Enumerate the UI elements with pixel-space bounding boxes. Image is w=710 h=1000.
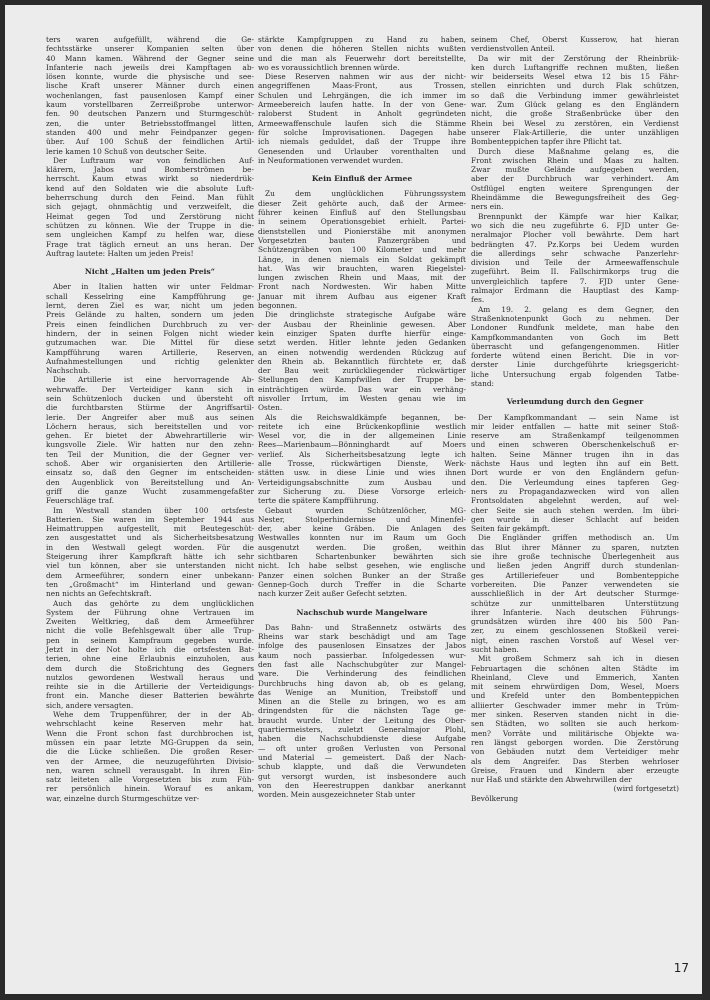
text-line: schützen zu können. Wie der Truppe in die- <box>46 220 254 230</box>
text-line: Februartagen die schönen alten Städte im <box>471 663 679 673</box>
text-line: — oft unter großen Verlusten von Personal <box>258 743 466 753</box>
paragraph <box>258 623 466 800</box>
text-line: schub klappte, und daß die Verwundeten <box>258 762 466 772</box>
text-line: nisvoller Irrtum, im Westen genau wie im <box>258 393 466 403</box>
text-line: Frage trat täglich erneut an uns heran. Der <box>46 239 254 249</box>
text-line: die die Lücke schließen. Die großen Reser- <box>46 747 254 757</box>
text-line: kend auf den Soldaten wie die absolute Luft- <box>46 183 254 193</box>
text-line: nutzlos gewordenen Westwall heraus und <box>46 672 254 682</box>
section-heading: Nicht „Halten um jeden Preis“ <box>84 267 216 277</box>
text-line: Armeebereich laufen hatte. In der von Gene- <box>258 100 466 110</box>
text-line: gut versorgt wurden, ist insbesondere auch <box>258 771 466 781</box>
text-line: liche Untersuchung ergab folgenden Tatbe- <box>471 369 679 379</box>
text-line: ten Teil der Munition, die der Gegner ver- <box>46 449 254 459</box>
text-line: Zwar mußte Gelände aufgegeben werden, <box>471 165 679 175</box>
text-line: von Gebäuden nutzt dem Verteidiger mehr <box>471 747 679 757</box>
text-line: Straßenknotenpunkt Goch zu nehmen. Der <box>471 313 679 323</box>
text-line: und ließen jeden Angriff durch stundenlan- <box>471 561 679 571</box>
text-line: Vorgesetzten bauten Panzergräben und <box>258 235 466 245</box>
text-line: mir leider entfallen — hatte mit seiner Stoß- <box>471 421 679 431</box>
text-line: den Augenblick von Bereitstellung und An- <box>46 477 254 487</box>
paragraph <box>471 147 679 212</box>
text-line: herrscht. Kaum etwas wirkt so niederdrük- <box>46 174 254 184</box>
text-line: einträchtigen würde. Das war ein verhäng- <box>258 384 466 394</box>
text-line: war. Zum Glück gelang es den Engländern <box>471 100 679 110</box>
text-line: Die Engländer griffen methodisch an. Um <box>478 533 679 543</box>
text-line: hat. Was wir brauchten, waren Riegelstel- <box>258 263 466 273</box>
text-line: von denen die höheren Stellen nichts wußten <box>258 44 466 54</box>
text-line: Die Artillerie ist eine hervorragende Ab- <box>53 375 254 385</box>
text-line: mer sinken. Reserven standen nicht in die- <box>471 710 679 720</box>
paragraph <box>46 375 254 505</box>
text-line: mit seinem ehrwürdigen Dom, Wesel, Moers <box>471 682 679 692</box>
text-line: sich gejagt, ohnmächtig und verzweifelt, die <box>46 202 254 212</box>
paragraph <box>258 310 466 412</box>
text-line: sichtbaren Schartenbunker bewährten sich <box>258 552 466 562</box>
text-line: lungen zwischen Rhein und Maas, mit der <box>258 273 466 283</box>
text-line: beherrschung durch den Feind. Man fühlt <box>46 193 254 203</box>
text-line: Schützengräben von 100 Kilometer und mehr <box>258 245 466 255</box>
text-line: grundsätzen würden ihre 400 bis 500 Pan- <box>471 617 679 627</box>
text-line: wochenlangen, fast pausenlosen Kampf einer <box>46 90 254 100</box>
continuation-note: (wird fortgesetzt) <box>613 784 679 794</box>
text-line: Diese Reserven nahmen wir aus der nicht- <box>265 72 466 82</box>
text-line: Westwalles konnten nur im Raum um Goch <box>258 533 466 543</box>
text-line: nicht, die große Straßenbrücke über den <box>471 109 679 119</box>
text-line: zur Sicherung zu. Diese Vorsorge erleich- <box>258 486 466 496</box>
paragraph <box>258 413 466 506</box>
text-line: an einen notwendig werdenden Rückzug auf <box>258 347 466 357</box>
text-line: und einen schweren Oberschenkelschuß er- <box>471 440 679 450</box>
text-line: Wesel vor, die in der allgemeinen Linie <box>258 431 466 441</box>
text-line: begonnen. <box>258 301 298 311</box>
text-line: Nester, Stolperhindernisse und Minenfel- <box>258 514 466 524</box>
text-line: forderte wütend einen Bericht. Die in vor- <box>471 351 679 361</box>
text-line: Ostflügel engten weitere Sprengungen der <box>471 183 679 193</box>
paragraph <box>258 35 466 72</box>
text-line: Rees—Marienbaum—Bönninghardt auf Moers <box>258 440 466 450</box>
text-line: und die man als Feuerwehr dort bereitstellte, <box>258 53 466 63</box>
text-line: sem ungleichen Kampf zu helfen war, diese <box>46 230 254 240</box>
text-line: dienststellen und Pionierstäbe mit anonymen <box>258 226 466 236</box>
paragraph <box>258 506 466 599</box>
text-line: quartiermeisters, zuletzt Generalmajor Plohl, <box>258 725 466 735</box>
text-line: ihrer Infanterie. Nach deutschen Führungs- <box>471 607 679 617</box>
paragraph <box>46 282 254 375</box>
text-line: einsatz so, daß den Gegner im entscheiden- <box>46 468 254 478</box>
text-line: von den Heerestruppen dankbar anerkannt <box>258 780 466 790</box>
paragraph <box>258 189 466 310</box>
text-line: Londoner Rundfunk meldete, man habe den <box>471 323 679 333</box>
text-line: halten. Seine Männer trugen ihn in das <box>471 449 679 459</box>
paragraph <box>471 54 679 147</box>
text-line: griff die ganze Wucht zusammengefaßter <box>46 486 254 496</box>
text-line: cher Seite sie auch stehen werden. Im übri- <box>471 505 679 515</box>
text-line: dem durch die Stoßrichtung des Gegners <box>46 663 254 673</box>
text-line: Rheindämme die Bewegungsfreiheit des Geg- <box>471 193 679 203</box>
text-line: pen in seinem Kampfraum gegeben wurde. <box>46 635 254 645</box>
text-line: gehen. Er bietet der Abwehrartillerie wir- <box>46 431 254 441</box>
text-line: dieser Zeit gehörte auch, daß der Armee- <box>258 198 466 208</box>
text-line: ters waren aufgefüllt, während die Ge- <box>46 35 254 44</box>
text-line: nicht die volle Befehlsgewalt über alle Trup- <box>46 626 254 636</box>
text-line: schall Kesselring eine Kampfführung ge- <box>46 291 254 301</box>
paragraph <box>471 305 679 389</box>
text-line: Kampfkommandanten von Goch im Bett <box>471 332 679 342</box>
text-line: 40 Mann kamen. Während der Gegner seine <box>46 53 254 63</box>
text-line: war, einzelne durch Sturmgeschütze ver- <box>46 793 200 803</box>
text-line: nen, waren schnell verausgabt. In ihren Ein- <box>46 765 254 775</box>
text-line: Frontsoldaten abgelehnt werden, auf wel- <box>471 496 679 506</box>
text-line: Preis einen feindlichen Durchbruch zu ver- <box>46 319 254 329</box>
text-line: die furchtbarsten Stürme der Angriffsartil- <box>46 403 254 413</box>
text-line: vorbereiten. Die Panzer verwendeten sie <box>471 579 679 589</box>
text-line: ven der Armee, die neuzugeführten Divisio- <box>46 756 254 766</box>
text-line: die allerdings sehr schwache Panzerlehr- <box>471 248 679 258</box>
text-line: Rheinland, Cleve und Emmerich, Xanten <box>471 672 679 682</box>
text-line: satz leiteten alle Vorgesetzten bis zum Füh- <box>46 775 254 785</box>
paragraph <box>471 35 679 54</box>
text-column-middle <box>258 35 466 799</box>
text-line: front ein. Manche dieser Batterien bewährte <box>46 691 254 701</box>
text-line: fen. 90 deutschen Panzern und Sturmgeschüt- <box>46 109 254 119</box>
text-line: über. Auf 100 Schuß der feindlichen Artil- <box>46 137 254 147</box>
text-line: Schulen und Lehrgängen, die ich immer im <box>258 90 466 100</box>
text-line: Im Westwall standen über 100 ortsfeste <box>53 505 254 515</box>
text-line: Wenn die Front schon fast durchbrochen ist, <box>46 728 254 738</box>
text-line: Gebaut wurden Schützenlöcher, MG- <box>265 505 466 515</box>
text-line: wehrschlacht keine Reserven mehr hat. <box>46 719 254 729</box>
text-line: gutzumachen war. Die Mittel für diese <box>46 338 254 348</box>
text-line: als dem Angreifer. Das Sterben wehrloser <box>471 756 679 766</box>
text-line: den Rhein ab. Bekanntlich fürchtete er, daß <box>258 356 466 366</box>
text-line: Front zwischen Rhein und Maas zu halten. <box>471 155 679 165</box>
text-line: Durchbruchs hing davon ab, ob es gelang, <box>258 678 466 688</box>
text-line: so daß die Verbindung immer gewährleistet <box>471 90 679 100</box>
text-line: das Wenige an Munition, Treibstoff und <box>258 687 466 697</box>
text-line: klärern, Jabos und Bomberströmen be- <box>46 165 254 175</box>
text-line: Durch diese Maßnahme gelang es, die <box>478 146 679 156</box>
paragraph <box>471 794 679 803</box>
text-line: lösen konnte, wurde die physische und see- <box>46 72 254 82</box>
text-line: Minen an die Stelle zu bringen, wo es am <box>258 697 466 707</box>
paragraph <box>46 599 254 711</box>
text-line: Heimat gegen Tod und Zerstörung nicht <box>46 211 254 221</box>
text-line: aber der Durchbruch war verhindert. Am <box>471 174 679 184</box>
text-line: nur Haß und stärkte den Abwehrwillen der <box>471 775 632 785</box>
text-line: wir beiderseits Wesel etwa 12 bis 15 Fähr- <box>471 72 679 82</box>
text-line: Heimattruppen aufgestellt, mit Beutegeschüt- <box>46 524 254 534</box>
text-line: verlief. Als Sicherheitsbesatzung legte ich <box>258 449 466 459</box>
text-line: setzt werden. Hitler lehnte jeden Gedanken <box>258 338 466 348</box>
text-line: worden. Mein ausgezeichneter Stab unter <box>258 790 416 800</box>
text-column-right <box>471 35 679 803</box>
text-line: Genesenden und Urlauber vorenthalten und <box>258 146 466 156</box>
text-line: der Bau weit zurückliegender rückwärtiger <box>258 366 466 376</box>
paragraph <box>46 35 254 156</box>
text-line: zen, die unter Betriebsstoffmangel litten, <box>46 118 254 128</box>
text-line: Batterien. Sie waren im September 1944 aus <box>46 514 254 524</box>
text-line: Preis Gelände zu halten, sondern um jeden <box>46 310 254 320</box>
text-line: Osten. <box>258 403 283 413</box>
text-line: kungsvolle Ziele. Wir hatten nur den zehn- <box>46 440 254 450</box>
text-line: Bevölkerung <box>471 793 519 803</box>
text-line: unserer Flak-Artillerie, die unter unzähligen <box>471 127 679 137</box>
paragraph <box>46 506 254 599</box>
text-line: Auch das gehörte zu dem unglücklichen <box>53 598 254 608</box>
text-line: Aber in Italien hatten wir unter Feldmar- <box>53 282 254 292</box>
text-line: fechtsstärke unserer Kompanien selten über <box>46 44 254 54</box>
text-line: terien, ohne eine Erlaubnis einzuholen, aus <box>46 654 254 664</box>
text-line: sein Schützenloch ducken und übersteht oft <box>46 393 254 403</box>
text-line: dringendsten für die nächsten Tage ge- <box>258 706 466 716</box>
text-line: ten „Großmacht“ im Hinterland und gewan- <box>46 579 254 589</box>
text-line: stätten usw. in diese Linie und wies ihnen <box>258 468 466 478</box>
text-line: verdienstvollen Anteil. <box>471 44 555 54</box>
text-line: Armeewaffenschule laufen sich die Stämme <box>258 118 466 128</box>
text-line: stärkte Kampfgruppen zu Hand zu haben, <box>258 35 466 44</box>
text-line: hindern, der in seinen Folgen nicht wieder <box>46 328 254 338</box>
text-line: Stellungen den Kampfwillen der Truppe be- <box>258 375 466 385</box>
text-line: nach kurzer Zeit außer Gefecht setzten. <box>258 589 408 599</box>
paragraph <box>258 72 466 165</box>
text-line: schütze zur unmittelbaren Unterstützung <box>471 598 679 608</box>
text-line: ners ein. <box>471 202 504 212</box>
text-line: terte die spätere Kampfführung. <box>258 496 379 506</box>
text-line: Zu dem unglücklichen Führungssystem <box>265 189 466 199</box>
text-line: neralmajor Plocher voll bewährte. Dem hart <box>471 230 679 240</box>
text-line: zer, zu einem geschlossenen Stoßkeil verei- <box>471 626 679 636</box>
text-line: Steigerung ihrer Kampfkraft hätte ich sehr <box>46 552 254 562</box>
text-line: ren längst geborgen worden. Die Zerstörung <box>471 737 679 747</box>
text-line: Zweiten Weltkrieg, daß dem Armeeführer <box>46 617 254 627</box>
text-line: Der Luftraum war von feindlichen Auf- <box>53 155 254 165</box>
text-line: Die dringlichste strategische Aufgabe wäre <box>265 310 466 320</box>
text-line: Seiten fair gekämpft. <box>471 524 550 534</box>
text-line: nicht. Ich habe selbst gesehen, wie englische <box>258 561 466 571</box>
text-line: alliierter Geschwader immer mehr in Trüm- <box>471 700 679 710</box>
text-line: Greise, Frauen und Kindern aber erzeugte <box>471 765 679 775</box>
magazine-page <box>5 5 702 994</box>
text-line: Wehe dem Truppenführer, der in der Ab- <box>53 710 254 720</box>
text-line: reserve am Straßenkampf teilgenommen <box>471 431 679 441</box>
text-line: wo es voraussichtlich brennen würde. <box>258 62 400 72</box>
text-line: zen ausgestattet und als Sicherheitsbesatzung <box>46 533 254 543</box>
text-line: schoß. Aber wir organisierten den Artillerie- <box>46 459 254 469</box>
text-line: Löchern heraus, sich bereitstellen und vor- <box>46 421 254 431</box>
text-line: bedrängten 47. Pz.Korps bei Uedem wurden <box>471 239 679 249</box>
text-line: in seinem Operationsgebiet erhielt. Partei- <box>258 217 466 227</box>
text-line: Als die Reichswaldkämpfe begannen, be- <box>265 412 466 422</box>
text-line: für solche Improvisationen. Dagegen habe <box>258 127 466 137</box>
text-line: seinem Chef, Oberst Kusserow, hat hieran <box>471 35 679 44</box>
text-line: lische Kraft unserer Männer durch einen <box>46 81 254 91</box>
paragraph <box>471 533 679 654</box>
text-line: Dort wurde er von den Engländern gefun- <box>471 468 679 478</box>
text-line: in den Westwall gelegt worden. Für die <box>46 542 254 552</box>
text-line: ware. Die Verhinderung des feindlichen <box>258 669 466 679</box>
text-line: lerie kamen 10 Schuß von deutscher Seite. <box>46 146 207 156</box>
text-line: rer persönlich hinein. Worauf es ankam, <box>46 784 254 794</box>
text-line: gen wurde in dieser Schlacht auf beiden <box>471 514 679 524</box>
text-line: Mit großem Schmerz sah ich in diesen <box>478 654 679 664</box>
text-line: Am 19. 2. gelang es dem Gegner, den <box>478 304 679 314</box>
text-line: reitete ich eine Brückenkopflinie westlich <box>258 421 466 431</box>
text-line: führer keinen Einfluß auf den Stellungsbau <box>258 208 466 218</box>
text-line: division und Teile der Armeewaffenschule <box>471 258 679 268</box>
text-line: dem Armeeführer, sondern einer unbekann- <box>46 570 254 580</box>
text-line: ausschließlich in der Art deutscher Sturmge- <box>471 589 679 599</box>
text-line: stellen einrichten und durch Flak schützen, <box>471 81 679 91</box>
text-line: standen 400 und mehr Feindpanzer gegen- <box>46 127 254 137</box>
text-line: nen nichts an Gefechtskraft. <box>46 589 152 599</box>
text-line: Rheins war stark beschädigt und am Tage <box>258 632 466 642</box>
text-line: braucht wurde. Unter der Leitung des Ober- <box>258 715 466 725</box>
section-heading: Nachschub wurde Mangelware <box>296 607 428 617</box>
text-line: Kampfführung waren Artillerie, Reserven, <box>46 347 254 357</box>
text-line: und Material — gemeistert. Daß der Nach- <box>258 752 466 762</box>
text-line: ken durch Luftangriffe rechnen mußten, ließen <box>471 62 679 72</box>
text-line: Aufnahmestellungen und richtig gelenkter <box>46 356 254 366</box>
text-line: infolge des pausenlosen Einsatzes der Jabos <box>258 641 466 651</box>
text-line: lerie. Der Angreifer aber muß aus seinen <box>46 412 254 422</box>
text-line: wo sich die neu zugeführte 6. FJD unter Ge- <box>471 220 679 230</box>
text-line: Brennpunkt der Kämpfe war hier Kalkar, <box>478 211 679 221</box>
text-line: lernt, deren Ziel es war, nicht um jeden <box>46 301 254 311</box>
text-line: den. Die Verleumdung eines tapferen Geg- <box>471 477 679 487</box>
text-line: Rhein bei Wesel zu zerstören, ein Verdienst <box>471 118 679 128</box>
text-line: überrascht und gefangengenommen. Hitler <box>471 341 679 351</box>
text-line: der, aber keine Gräben. Die Anlagen des <box>258 524 466 534</box>
text-line: wehrwaffe. Der Verteidiger kann sich in <box>46 384 254 394</box>
text-line: reihte sie in die Artillerie der Verteidigungs- <box>46 682 254 692</box>
text-line: stand: <box>471 378 495 388</box>
text-line: System der Führung ohne Vertrauen im <box>46 607 254 617</box>
text-line: in Neuformationen verwendet wurden. <box>258 155 404 165</box>
paragraph <box>471 413 679 534</box>
text-line: Januar mit ihrem Aufbau aus eigener Kraft <box>258 291 466 301</box>
paragraph <box>471 654 679 784</box>
text-line: Jetzt in der Not holte ich die ortsfesten Bat- <box>46 645 254 654</box>
text-line: Der Kampfkommandant — sein Name ist <box>478 412 679 422</box>
text-line: Da wir mit der Zerstörung der Rheinbrük- <box>478 53 679 63</box>
text-line: alle Trosse, rückwärtigen Dienste, Werk- <box>258 459 466 469</box>
text-line: sen Städten, wo sollten sie auch herkom- <box>471 719 679 729</box>
text-line: kaum noch passierbar. Infolgedessen wur- <box>258 650 466 660</box>
section-heading: Kein Einfluß der Armee <box>311 174 413 184</box>
text-line: fes. <box>471 295 485 305</box>
text-column-left <box>46 35 254 803</box>
text-line: Auftrag lautete: Halten um jeden Preis! <box>46 248 194 258</box>
text-line: Das Bahn- und Straßennetz ostwärts des <box>265 622 466 632</box>
text-line: nächste Haus und legten ihn auf ein Bett. <box>471 459 679 469</box>
text-line: Länge, in denen niemals ein Soldat gekämpft <box>258 254 466 264</box>
text-line: nigt, einen raschen Vorstoß auf Wesel ver- <box>471 635 679 645</box>
text-line: Feuerschläge traf. <box>46 496 114 506</box>
text-line: sich, andere versagten. <box>46 700 134 710</box>
text-line: kaum vorstellbaren Zerreißprobe unterwor- <box>46 100 254 110</box>
section-heading: Verleumdung durch den Gegner <box>506 397 644 407</box>
paragraph <box>46 710 254 803</box>
text-line: angegriffenen Maas-Front, aus Trossen, <box>258 81 466 91</box>
text-line: sucht haben. <box>471 645 519 654</box>
text-line: zugeführt. Beim II. Fallschirmkorps trug die <box>471 267 679 277</box>
text-line: Nachschub. <box>46 366 91 376</box>
text-line: unvergleichlich tapfere 7. FJD unter Gene- <box>471 276 679 286</box>
text-line: müssen ein paar letzte MG-Gruppen da sein, <box>46 737 254 747</box>
text-line: raloberst Student in Anholt gegründeten <box>258 109 466 119</box>
text-line: ners zu Propagandazwecken wird von allen <box>471 486 679 496</box>
text-line: Bombenteppichen tapfer ihre Pflicht tat. <box>471 137 622 147</box>
paragraph <box>471 212 679 305</box>
text-line: ausgenutzt werden. Die großen, weithin <box>258 542 466 552</box>
text-line: Panzer einen solchen Bunker an der Straße <box>258 570 466 580</box>
text-line: und Krefeld unter den Bombenteppichen <box>471 691 679 701</box>
text-line: Verteidigungsabschnitte zum Ausbau und <box>258 477 466 487</box>
text-line: Infanterie nach jeweils drei Kampftagen ab- <box>46 62 254 72</box>
text-line: sie ihre große technische Überlegenheit aus <box>471 552 679 562</box>
page-number: 17 <box>673 961 689 975</box>
text-line: Front nach Nordwesten. Wir haben Mitte <box>258 282 466 292</box>
text-line: den fast alle Nachschubgüter zur Mangel- <box>258 660 466 669</box>
text-line: haben die Nachschubdienste diese Aufgabe <box>258 734 466 744</box>
text-line: men? Vorräte und militärische Objekte wa- <box>471 728 679 738</box>
text-line: der Ausbau der Rheinlinie gewesen. Aber <box>258 319 466 329</box>
text-line: ges Artilleriefeuer und Bombenteppiche <box>471 570 679 580</box>
paragraph <box>46 156 254 258</box>
text-line: ich niemals geduldet, daß der Truppe ihre <box>258 137 466 147</box>
text-line: kein einziger Spaten durfte hierfür einge- <box>258 328 466 338</box>
text-line: Gennep-Goch durch Treffer in die Scharte <box>258 579 466 589</box>
text-line: das Blut ihrer Männer zu sparen, nutzten <box>471 542 679 552</box>
text-line: viel tun können, aber sie unterstanden nicht <box>46 561 254 571</box>
text-line: ralmajor Erdmann die Hauptlast des Kamp- <box>471 286 679 296</box>
text-line: derster Linie durchgeführte kriegsgericht- <box>471 360 679 370</box>
